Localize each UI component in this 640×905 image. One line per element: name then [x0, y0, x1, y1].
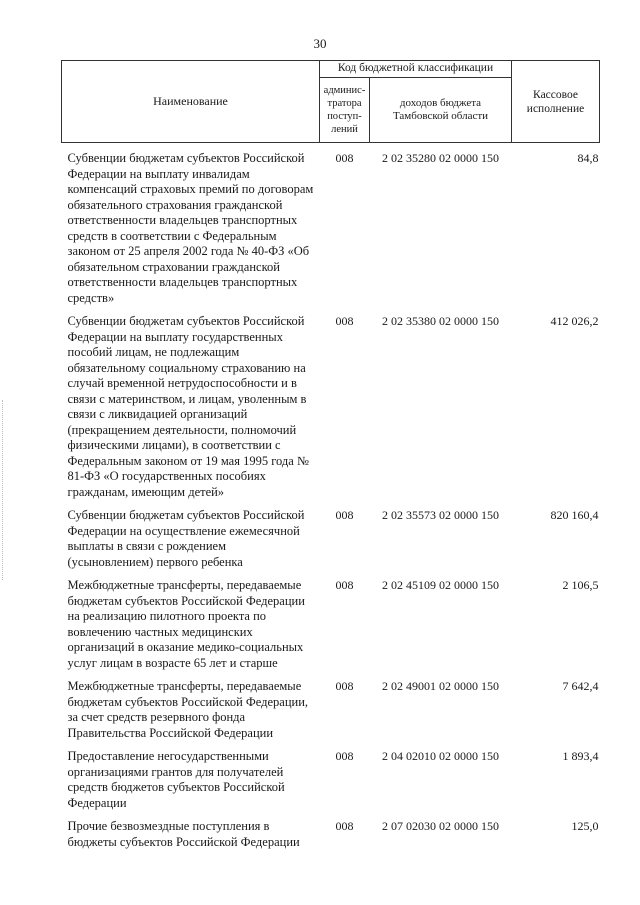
header-execution: Кассовое исполнение	[512, 61, 600, 143]
table-row	[62, 741, 600, 811]
row-income-code: 2 02 45109 02 0000 150	[382, 578, 499, 592]
margin-scan-mark	[2, 400, 9, 580]
row-admin-code: 008	[335, 314, 354, 328]
row-name: Предоставление негосударственными организациями грантов для получателей средств бюджетов субъектов Российской Федерации	[67, 749, 285, 810]
table-row	[62, 143, 600, 307]
table-row	[62, 570, 600, 671]
budget-revenue-table	[61, 60, 600, 850]
row-admin-code: 008	[335, 508, 354, 522]
table-row	[62, 306, 600, 500]
row-name: Прочие безвозмездные поступления в бюджеты субъектов Российской Федерации	[67, 819, 300, 849]
row-income-code: 2 02 35380 02 0000 150	[382, 314, 499, 328]
row-income-code: 2 07 02030 02 0000 150	[382, 819, 499, 833]
header-code-group: Код бюджетной классификации	[320, 61, 512, 78]
header-income: доходов бюджета Тамбовской области	[370, 78, 512, 143]
row-amount: 1 893,4	[562, 749, 599, 763]
row-amount: 84,8	[577, 151, 599, 165]
table-row	[62, 811, 600, 850]
row-name: Межбюджетные трансферты, передаваемые бюджетам субъектов Российской Федерации на реализацию пилотного проекта по вовлечению частных медицинских организаций в оказание медико-социальных услуг лицам в возрасте 65 лет и старше	[67, 578, 305, 670]
row-admin-code: 008	[335, 151, 354, 165]
header-name: Наименование	[62, 61, 320, 143]
row-amount: 125,0	[571, 819, 599, 833]
row-amount: 7 642,4	[562, 679, 599, 693]
row-name: Субвенции бюджетам субъектов Российской Федерации на выплату государственных пособий лицам, не подлежащим обязательному социальному страхованию на случай временной нетрудоспособности и в связи с материнством, и лицам, уволенным в связи с ликвидацией организаций (прекращением деятельности, полномочий физическими лицами), в соответствии с Федеральным законом от 19 мая 1995 года № 81-ФЗ «О государственных пособиях гражданам, имеющим детей»	[67, 314, 309, 499]
row-income-code: 2 02 35573 02 0000 150	[382, 508, 499, 522]
row-admin-code: 008	[335, 679, 354, 693]
row-name: Межбюджетные трансферты, передаваемые бюджетам субъектов Российской Федерации, за счет средств резервного фонда Правительства Российской Федерации	[67, 679, 309, 740]
row-income-code: 2 04 02010 02 0000 150	[382, 749, 499, 763]
header-admin: админис-тратора поступ-лений	[320, 78, 370, 143]
table-row	[62, 671, 600, 741]
row-amount: 820 160,4	[550, 508, 599, 522]
row-amount: 412 026,2	[550, 314, 599, 328]
row-amount: 2 106,5	[562, 578, 599, 592]
row-admin-code: 008	[335, 578, 354, 592]
row-admin-code: 008	[335, 749, 354, 763]
page-number: 30	[313, 36, 327, 51]
row-name: Субвенции бюджетам субъектов Российской Федерации на осуществление ежемесячной выплаты в связи с рождением (усыновлением) первого ребенка	[67, 508, 305, 569]
row-admin-code: 008	[335, 819, 354, 833]
row-income-code: 2 02 35280 02 0000 150	[382, 151, 499, 165]
table-row	[62, 500, 600, 570]
row-income-code: 2 02 49001 02 0000 150	[382, 679, 499, 693]
row-name: Субвенции бюджетам субъектов Российской Федерации на выплату инвалидам компенсаций страховых премий по договорам обязательного страхования гражданской ответственности владельцев транспортных средств в соответствии с Федеральным законом от 25 апреля 2002 года № 40-ФЗ «Об обязательном страховании гражданской ответственности владельцев транспортных средств»	[67, 151, 314, 305]
